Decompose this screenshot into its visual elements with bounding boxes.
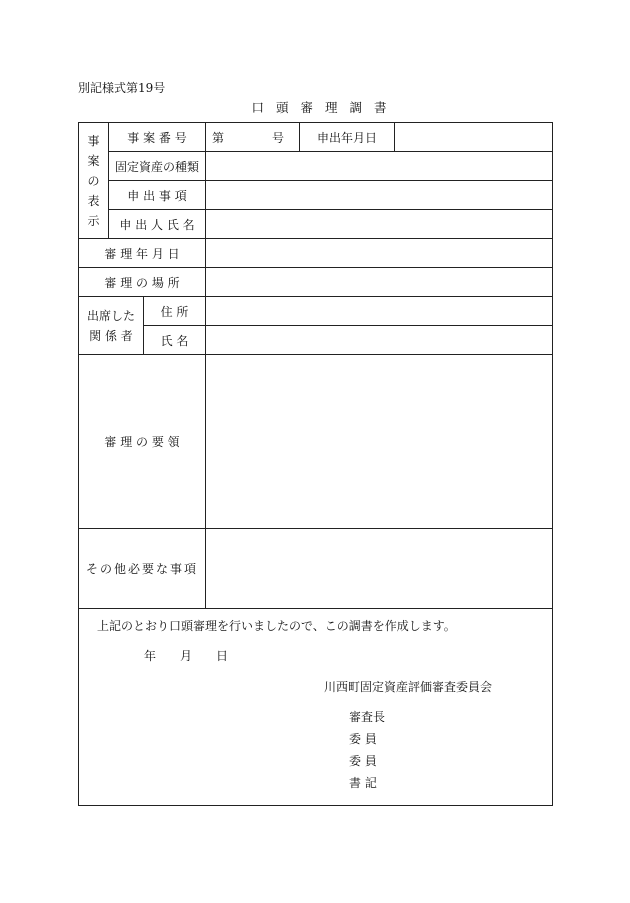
title-char: 調	[349, 100, 365, 115]
applicant-name-label: 申 出 人 氏 名	[109, 210, 206, 239]
title-char: 書	[374, 100, 389, 115]
review-date-field[interactable]	[206, 239, 553, 268]
review-place-label: 審 理 の 場 所	[79, 268, 206, 297]
case-number-label: 事 案 番 号	[109, 123, 206, 152]
title-char: 理	[325, 100, 340, 115]
document-title	[0, 98, 630, 116]
signatory-member: 委 員	[349, 732, 377, 746]
application-date-field[interactable]	[395, 123, 553, 152]
form-number: 別記様式第19号	[78, 81, 166, 95]
record-date: 年 月 日	[144, 649, 229, 663]
applicant-name-field[interactable]	[206, 210, 553, 239]
asset-type-label: 固定資産の種類	[109, 152, 206, 181]
review-date-label: 審 理 年 月 日	[79, 239, 206, 268]
application-matter-field[interactable]	[206, 181, 553, 210]
signatory-clerk: 書 記	[349, 776, 377, 790]
title-char: 口	[251, 100, 266, 115]
committee-name: 川西町固定資産評価審査委員会	[324, 680, 493, 694]
certification-block	[79, 609, 553, 806]
attendee-name-field[interactable]	[206, 326, 553, 355]
case-number-field[interactable]: 第 号	[206, 123, 300, 152]
address-label: 住 所	[144, 297, 206, 326]
attendee-address-field[interactable]	[206, 297, 553, 326]
other-matters-field[interactable]	[206, 529, 553, 609]
review-summary-label: 審 理 の 要 領	[79, 355, 206, 529]
asset-type-field[interactable]	[206, 152, 553, 181]
review-summary-field[interactable]	[206, 355, 553, 529]
name-label: 氏 名	[144, 326, 206, 355]
title-char: 審	[300, 100, 315, 115]
attendee-group-label: 出席した 関 係 者	[79, 297, 144, 355]
case-display-group-label: 事 案 の 表 示	[79, 123, 109, 239]
review-place-field[interactable]	[206, 268, 553, 297]
other-matters-label: その他必要な事項	[79, 529, 206, 609]
title-char: 頭	[275, 100, 291, 115]
signatory-chair: 審査長	[349, 710, 386, 724]
hearing-record-table	[78, 122, 553, 806]
application-matter-label: 申 出 事 項	[109, 181, 206, 210]
application-date-label: 申出年月日	[300, 123, 395, 152]
closing-statement: 上記のとおり口頭審理を行いましたので、この調書を作成します。	[97, 619, 456, 633]
signatory-member: 委 員	[349, 754, 377, 768]
